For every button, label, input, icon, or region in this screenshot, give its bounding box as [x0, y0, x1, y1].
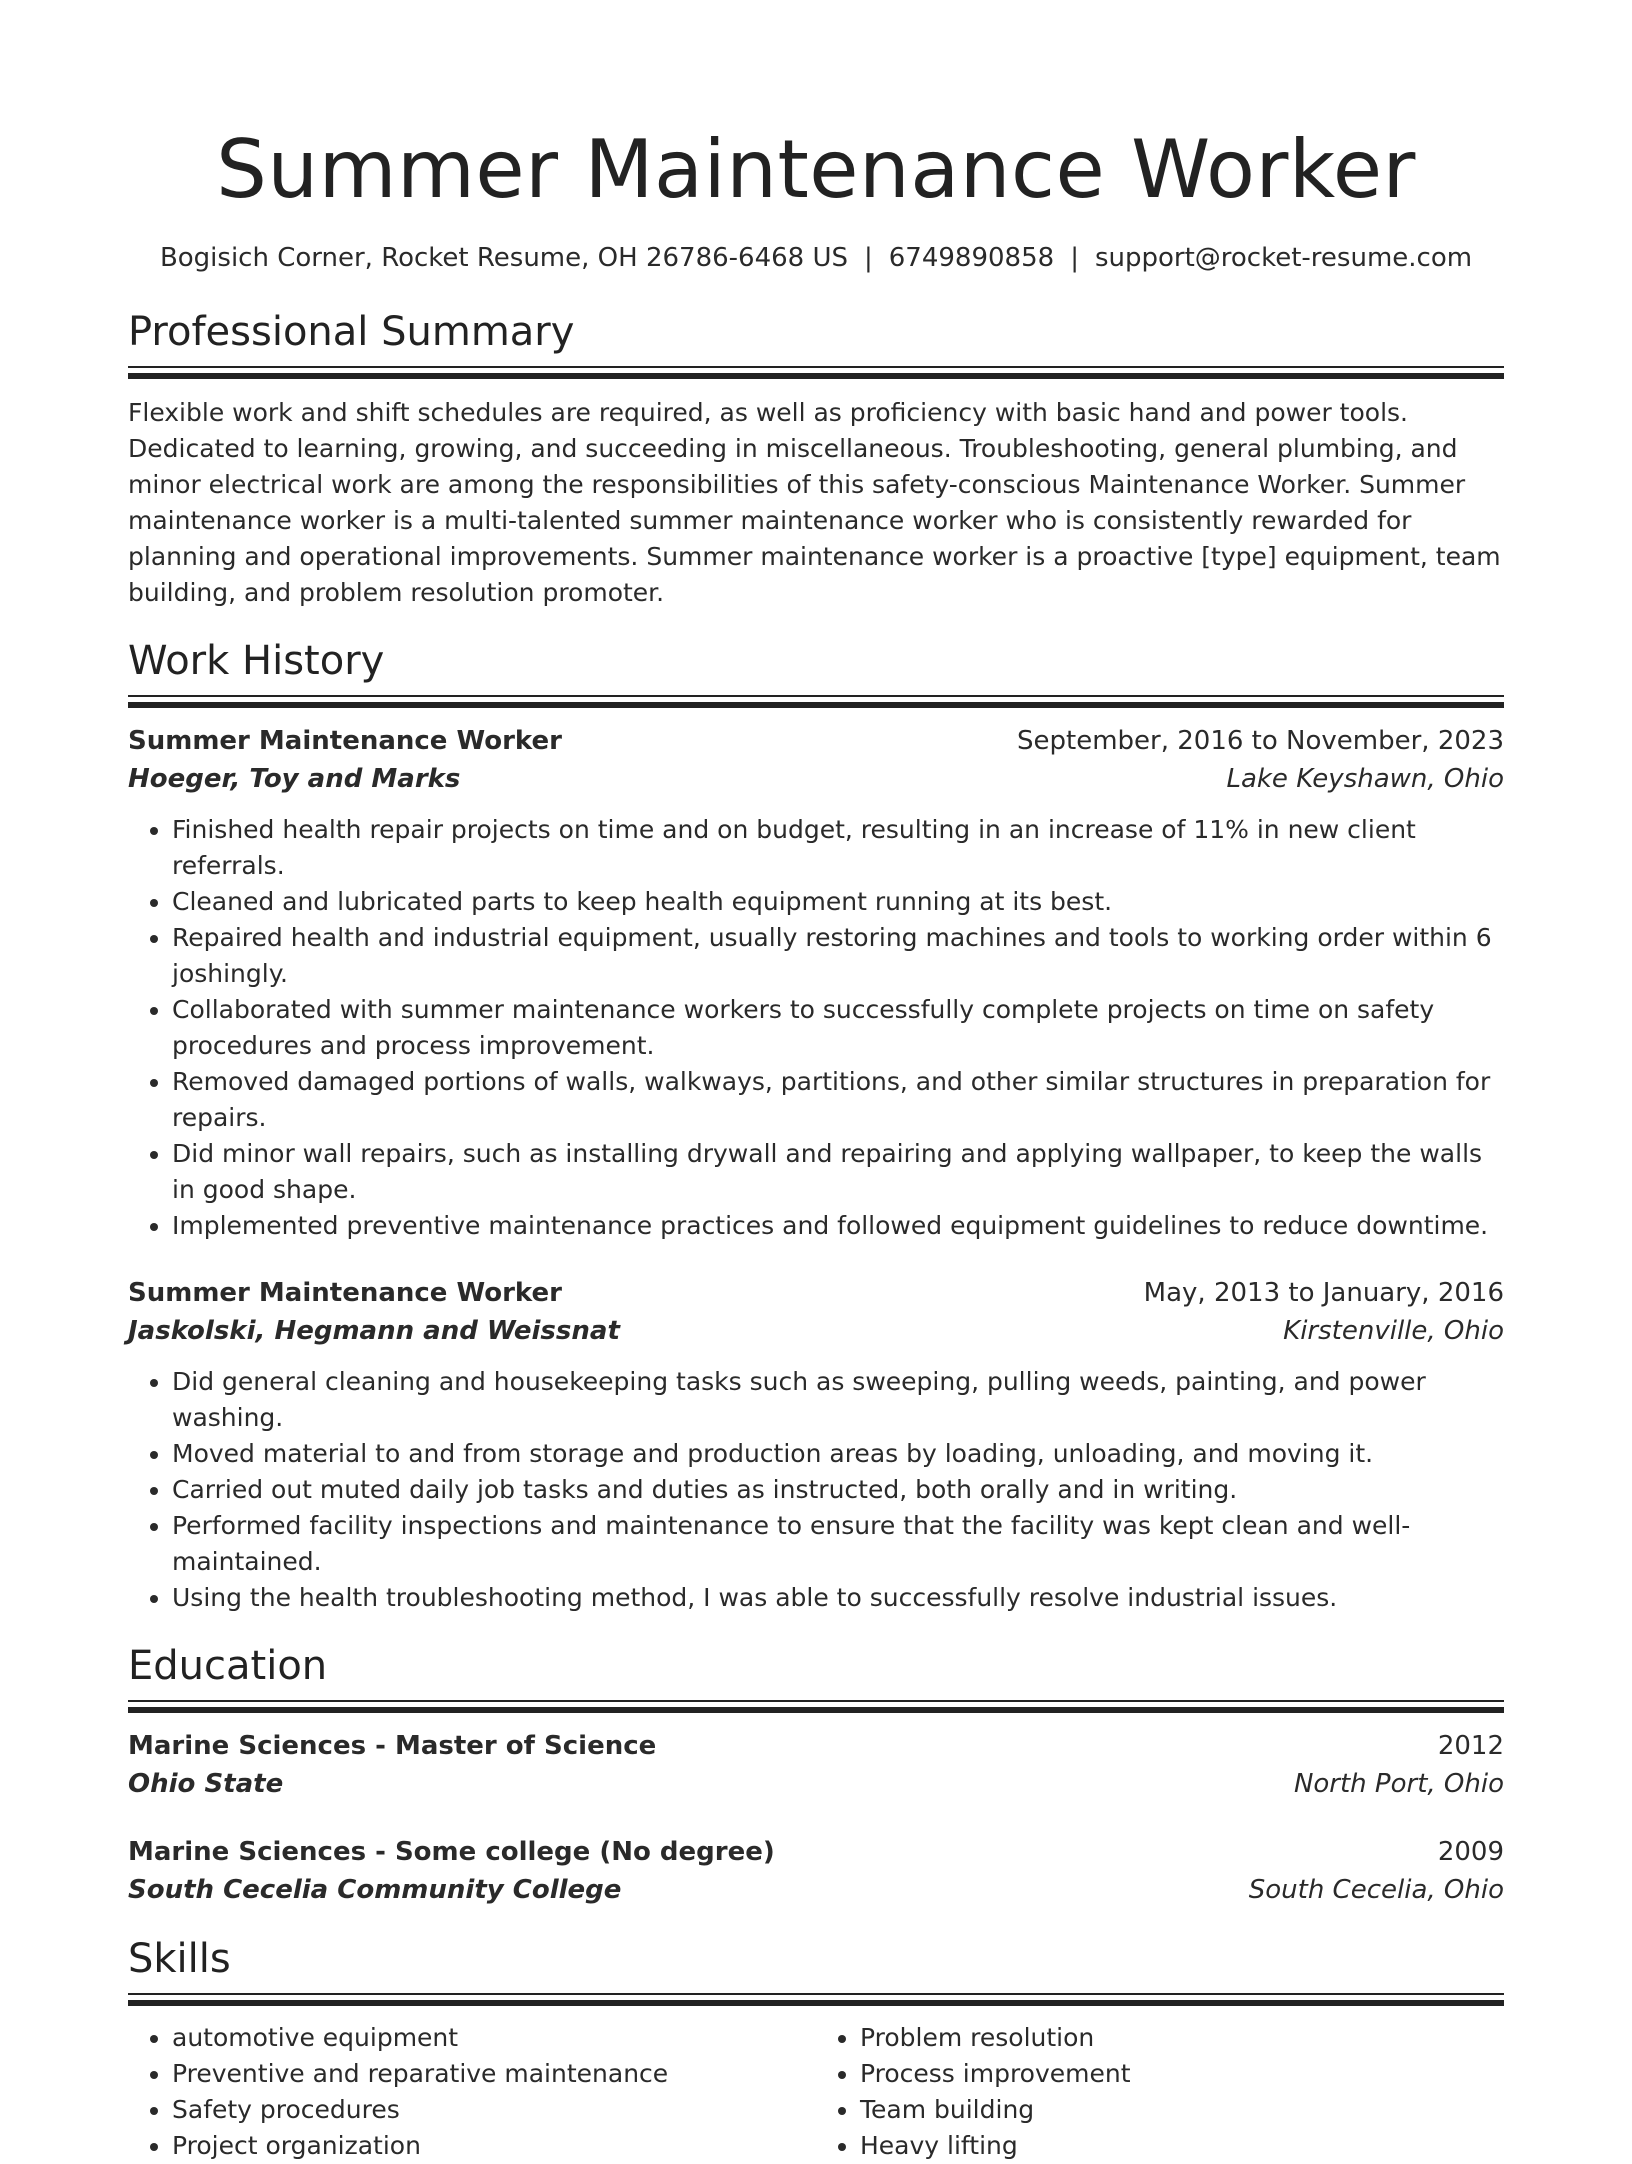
skill-item: • Team building — [860, 2092, 1504, 2128]
skill-item: • Project organization — [172, 2128, 816, 2164]
work-history-section — [128, 637, 1504, 1616]
contact-separator: | — [1070, 243, 1079, 273]
job-bullet: • Using the health troubleshooting method, I was able to successfully resolve industrial issues. — [172, 1580, 1504, 1616]
skill-item: • Process improvement — [860, 2056, 1504, 2092]
section-divider — [128, 695, 1504, 708]
section-divider — [128, 366, 1504, 379]
education-location: North Port, Ohio — [1293, 1769, 1504, 1799]
education-degree: Marine Sciences - Master of Science — [128, 1731, 657, 1761]
job-bullet: • Repaired health and industrial equipment, usually restoring machines and tools to working order within 6 joshingly. — [172, 920, 1504, 992]
resume-name: Summer Maintenance Worker — [216, 123, 1416, 216]
section-divider — [128, 1993, 1504, 2006]
skills-section — [128, 1935, 1504, 2164]
education-degree: Marine Sciences - Some college (No degree) — [128, 1837, 775, 1867]
skills-column-right — [816, 2020, 1504, 2164]
job-company: Jaskolski, Hegmann and Weissnat — [128, 1316, 620, 1346]
education-section — [128, 1642, 1504, 1909]
job-bullet: • Finished health repair projects on time and on budget, resulting in an increase of 11% in new client referrals. — [172, 812, 1504, 884]
job-bullet: • Carried out muted daily job tasks and duties as instructed, both orally and in writing. — [172, 1472, 1504, 1508]
section-divider — [128, 1700, 1504, 1713]
job-entry — [128, 1274, 1504, 1616]
job-bullets — [128, 1364, 1504, 1616]
education-entry — [128, 1727, 1504, 1803]
contact-email: support@rocket-resume.com — [1094, 243, 1473, 273]
education-year: 2009 — [1437, 1837, 1504, 1867]
contact-separator: | — [864, 243, 873, 273]
section-title-work-history: Work History — [128, 638, 385, 684]
summary-text: Flexible work and shift schedules are required, as well as proficiency with basic hand and power tools. Dedicated to learning, growing, and succeeding in miscellaneous. Troubleshooting, general plumbing, and minor electrical work are among the responsibilities of this safety-conscious Maintenance Worker. Summer maintenance worker is a multi-talented summer maintenance worker who is consistently rewarded for planning and operational improvements. Summer maintenance worker is a proactive [type] equipment, team building, and problem resolution promoter. — [128, 398, 1501, 607]
skill-item: • Heavy lifting — [860, 2128, 1504, 2164]
job-title: Summer Maintenance Worker — [128, 726, 562, 756]
summary-section — [128, 308, 1504, 611]
job-bullet: • Did minor wall repairs, such as installing drywall and repairing and applying wallpaper, to keep the walls in good shape. — [172, 1136, 1504, 1208]
job-bullet: • Implemented preventive maintenance practices and followed equipment guidelines to reduce downtime. — [172, 1208, 1504, 1244]
job-bullet: • Moved material to and from storage and production areas by loading, unloading, and moving it. — [172, 1436, 1504, 1472]
skills-column-left — [128, 2020, 816, 2164]
job-bullet: • Cleaned and lubricated parts to keep health equipment running at its best. — [172, 884, 1504, 920]
job-location: Lake Keyshawn, Ohio — [1226, 764, 1504, 794]
contact-phone: 6749890858 — [888, 243, 1055, 273]
section-title-summary: Professional Summary — [128, 309, 575, 355]
section-title-skills: Skills — [128, 1936, 231, 1982]
skill-item: • Safety procedures — [172, 2092, 816, 2128]
education-entry — [128, 1833, 1504, 1909]
contact-line — [128, 240, 1504, 276]
contact-address: Bogisich Corner, Rocket Resume, OH 26786-6468 US — [159, 243, 848, 273]
skill-item: • Problem resolution — [860, 2020, 1504, 2056]
job-entry — [128, 722, 1504, 1244]
section-title-education: Education — [128, 1643, 328, 1689]
education-location: South Cecelia, Ohio — [1248, 1875, 1504, 1905]
skill-item: • automotive equipment — [172, 2020, 816, 2056]
job-dates: September, 2016 to November, 2023 — [1017, 726, 1504, 756]
job-bullet: • Removed damaged portions of walls, walkways, partitions, and other similar structures in preparation for repairs. — [172, 1064, 1504, 1136]
job-bullet: • Performed facility inspections and maintenance to ensure that the facility was kept clean and well-maintained. — [172, 1508, 1504, 1580]
job-bullets — [128, 812, 1504, 1244]
skills-columns — [128, 2020, 1504, 2164]
job-bullet: • Did general cleaning and housekeeping tasks such as sweeping, pulling weeds, painting, and power washing. — [172, 1364, 1504, 1436]
job-title: Summer Maintenance Worker — [128, 1278, 562, 1308]
job-dates: May, 2013 to January, 2016 — [1143, 1278, 1504, 1308]
education-year: 2012 — [1437, 1731, 1504, 1761]
education-school: Ohio State — [128, 1769, 284, 1799]
job-bullet: • Collaborated with summer maintenance workers to successfully complete projects on time on safety procedures and process improvement. — [172, 992, 1504, 1064]
skill-item: • Preventive and reparative maintenance — [172, 2056, 816, 2092]
job-location: Kirstenville, Ohio — [1283, 1316, 1504, 1346]
job-company: Hoeger, Toy and Marks — [128, 764, 461, 794]
education-school: South Cecelia Community College — [128, 1875, 622, 1905]
